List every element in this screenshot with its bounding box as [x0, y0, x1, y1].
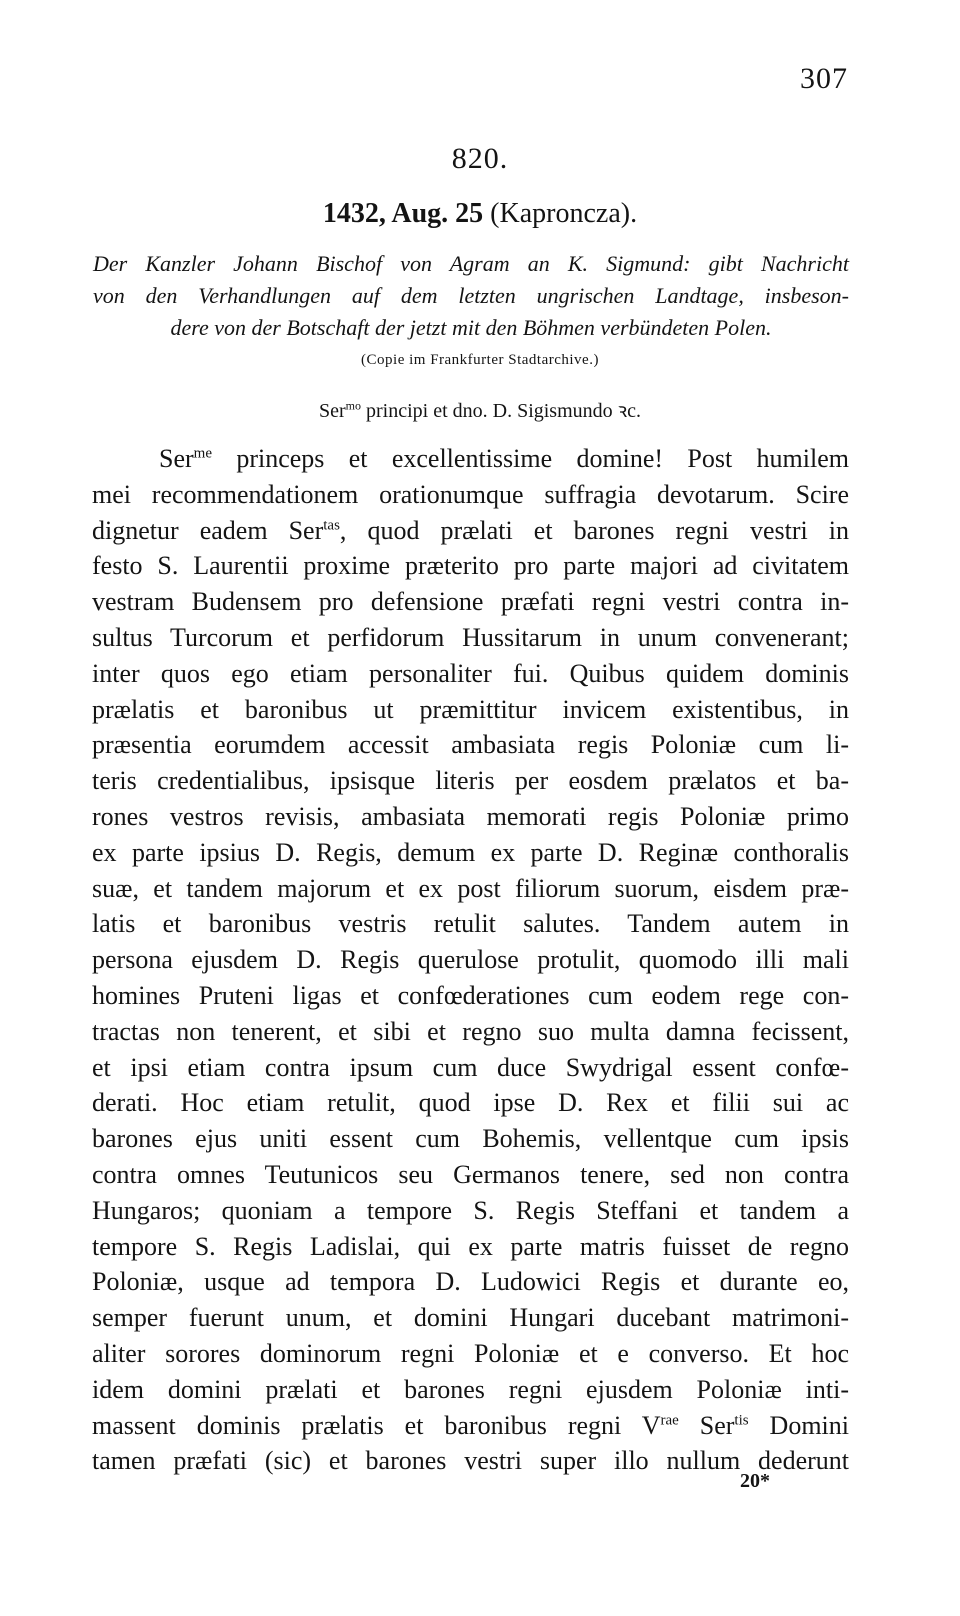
body-line — [92, 871, 849, 907]
body-line — [92, 584, 849, 620]
text-run: aliter sorores dominorum regni Poloniæ et e converso. Et hoc — [92, 1338, 849, 1368]
superscript: tis — [734, 1411, 749, 1428]
superscript: tas — [323, 516, 340, 533]
superscript: rae — [660, 1411, 679, 1428]
address-line — [0, 396, 960, 423]
source-note: (Copie im Frankfurter Stadtarchive.) — [361, 352, 599, 368]
text-run: mei recommendationem orationumque suffragia devotarum. Scire — [92, 479, 849, 509]
text-run: massent dominis prælatis et baronibus regni V — [92, 1410, 661, 1440]
text-run: Ser — [159, 444, 194, 473]
body-line — [92, 1121, 849, 1157]
signature-mark: 20* — [740, 1470, 770, 1492]
text-run: barones ejus uniti essent cum Bohemis, vellentque cum ipsis — [92, 1124, 849, 1154]
body-line — [92, 1193, 849, 1229]
place: (Kaproncza). — [483, 198, 638, 229]
text-run: suæ, et tandem majorum et ex post filiorum suorum, eisdem præ- — [92, 873, 849, 903]
text-run: Hungaros; quoniam a tempore S. Regis Steffani et tandem a — [92, 1195, 849, 1225]
text-run: latis et baronibus vestris retulit salutes. Tandem autem in — [92, 909, 849, 939]
summary-line: von den Verhandlungen auf dem letzten ungrischen Landtage, insbeson- — [93, 283, 849, 308]
text-run: rones vestros revisis, ambasiata memorati regis Poloniæ primo — [92, 801, 849, 831]
text-run: ex parte ipsius D. Regis, demum ex parte D. Reginæ conthoralis — [92, 837, 849, 867]
text-run: tempore S. Regis Ladislai, qui ex parte matris fuisset de regno — [92, 1231, 849, 1261]
body-line — [92, 978, 849, 1014]
text-run: Domini — [748, 1410, 849, 1440]
text-run: præsentia eorumdem accessit ambasiata regis Poloniæ cum li- — [92, 730, 849, 760]
body-line — [92, 1300, 849, 1336]
text-run: inter quos ego etiam personaliter fui. Quibus quidem dominis — [92, 658, 849, 688]
body-line — [92, 477, 849, 513]
body-line — [92, 441, 849, 477]
document-summary — [93, 248, 849, 344]
body-line — [92, 1229, 849, 1265]
body-line — [92, 1408, 849, 1444]
text-run: persona ejusdem D. Regis querulose protulit, quomodo illi mali — [92, 945, 849, 975]
body-line — [92, 1336, 849, 1372]
text-run: derati. Hoc etiam retulit, quod ipse D. Rex et filii sui ac — [92, 1088, 849, 1118]
document-number: 820. — [451, 142, 509, 175]
text-run: princeps et excellentissime domine! Post humilem — [212, 444, 849, 473]
body-line — [92, 1014, 849, 1050]
body-line — [92, 1085, 849, 1121]
superscript: me — [193, 445, 212, 462]
body-line — [92, 1157, 849, 1193]
body-line — [92, 548, 849, 584]
body-line — [92, 1264, 849, 1300]
body-line — [92, 799, 849, 835]
text-run: prælatis et baronibus ut præmittitur invicem existentibus, in — [92, 694, 849, 724]
text-run: festo S. Laurentii proxime præterito pro parte majori ad civitatem — [92, 551, 849, 581]
body-line — [92, 620, 849, 656]
text-run: homines Pruteni ligas et confœderationes cum eodem rege con- — [92, 980, 849, 1010]
body-line — [92, 1372, 849, 1408]
text-run: tractas non tenerent, et sibi et regno suo multa damna fecissent, — [92, 1016, 849, 1046]
text-run: Poloniæ, usque ad tempora D. Ludowici Regis et durante eo, — [92, 1267, 849, 1297]
text-run: , quod prælati et barones regni vestri in — [339, 515, 849, 545]
page-number: 307 — [800, 62, 848, 95]
date: 1432, Aug. 25 — [322, 198, 484, 229]
text-run: et ipsi etiam contra ipsum cum duce Swydrigal essent confœ- — [92, 1052, 849, 1082]
text-run: idem domini prælati et barones regni ejusdem Poloniæ inti- — [92, 1374, 849, 1404]
text-run: sultus Turcorum et perfidorum Hussitarum in unum convenerant; — [92, 622, 849, 652]
address-text: principi et dno. D. Sigismundo ꝛc. — [360, 400, 642, 422]
address-superscript: mo — [345, 398, 361, 413]
letter-body — [92, 441, 849, 1479]
body-line — [92, 942, 849, 978]
body-line — [92, 1443, 849, 1479]
text-run: semper fuerunt unum, et domini Hungari ducebant matrimoni- — [92, 1303, 849, 1333]
body-line — [92, 1050, 849, 1086]
summary-line: dere von der Botschaft der jetzt mit den Böhmen verbündeten Polen. — [170, 315, 772, 340]
address-text: Ser — [318, 400, 346, 422]
body-line — [92, 906, 849, 942]
text-run: teris credentialibus, ipsisque literis per eosdem prælatos et ba- — [92, 766, 849, 796]
summary-line: Der Kanzler Johann Bischof von Agram an K. Sigmund: gibt Nachricht — [93, 251, 849, 276]
body-line — [92, 656, 849, 692]
text-run: Ser — [678, 1410, 735, 1440]
text-run: contra omnes Teutunicos seu Germanos tenere, sed non contra — [92, 1159, 849, 1189]
body-line — [92, 763, 849, 799]
body-line — [92, 727, 849, 763]
text-run: dignetur eadem Ser — [92, 515, 324, 545]
body-line — [92, 692, 849, 728]
date-line — [0, 198, 960, 230]
text-run: tamen præfati (sic) et barones vestri super illo nullum dederunt — [92, 1446, 849, 1476]
body-line — [92, 835, 849, 871]
body-line — [92, 513, 849, 549]
text-run: vestram Budensem pro defensione præfati regni vestri contra in- — [92, 587, 849, 617]
